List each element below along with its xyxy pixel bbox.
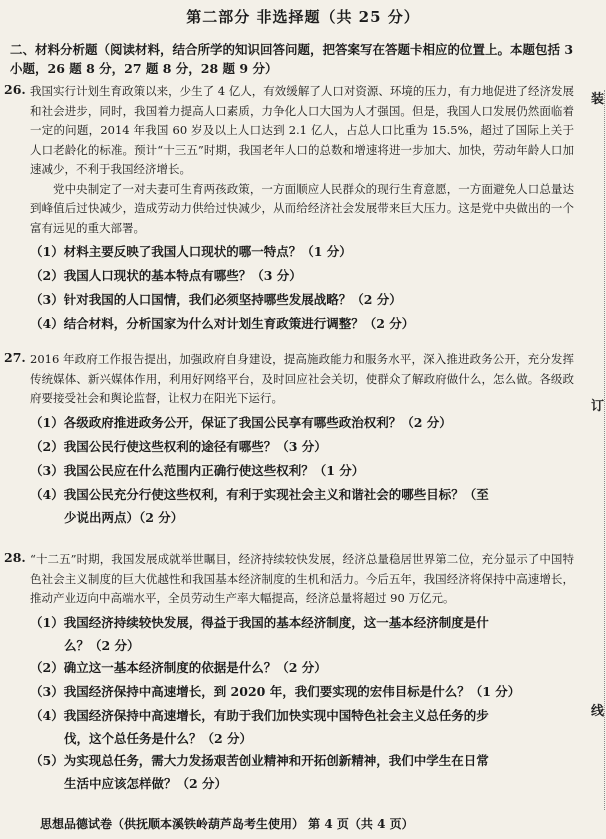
question-27 [4,350,574,528]
question-number: 26. [4,82,26,97]
sub-question-line: （1）我国经济持续较快发展，得益于我国的基本经济制度，这一基本经济制度是什 [30,614,489,630]
sub-question: （2）确立这一基本经济制度的依据是什么？（2 分） [30,659,327,675]
page-footer: 思想品德试卷（供抚顺本溪铁岭葫芦岛考生使用） 第 4 页（共 4 页） [40,817,414,831]
question-28 [4,550,574,794]
page-title: 第二部分 非选择题（共 25 分） [186,8,420,26]
binding-mark-top: 装 [590,92,604,107]
sub-question [30,611,574,656]
binding-mark-bottom: 线 [590,704,604,719]
material-paragraph: “十二五”时期，我国发展成就举世瞩目，经济持续较快发展，经济总量稳居世界第二位，充分显示了中国特色社会主义制度的巨大优越性和我国基本经济制度的生机和活力。今后五年，我国经济将保持中高速增长，推动产业迈向中高端水平，全员劳动生产率大幅提高，经济总量将超过 90 万亿元。 [30,552,574,605]
sub-question-continuation: 么？（2 分） [64,637,140,653]
sub-question: （3）我国公民应在什么范围内正确行使这些权利？（1 分） [30,462,365,478]
material-paragraph: 2016 年政府工作报告提出，加强政府自身建设，提高施政能力和服务水平，深入推进政务公开，充分发挥传统媒体、新兴媒体作用，利用好网络平台，及时回应社会关切，使群众了解政府做什么，怎么做。各级政府要接受社会和舆论监督，让权力在阳光下运行。 [30,352,574,405]
material-paragraph: 我国实行计划生育政策以来，少生了 4 亿人，有效缓解了人口对资源、环境的压力，有力地促进了经济发展和社会进步，同时，我国着力提高人口素质，力争化人口大国为人才强国。但是，我国人口发展仍然面临着一定的问题，2014 年我国 60 岁及以上人口达到 2.1 亿人，占总人口比重为 15.5%，超过了国际上关于人口老龄化的标准。预计“十三五”时期，我国老年人口的总数和增速将进一步加大、加快，劳动年龄人口加速减少，不利于我国经济增长。 [30,84,574,176]
material-paragraph: 党中央制定了一对夫妻可生育两孩政策，一方面顺应人民群众的现行生育意愿，一方面避免人口总量达到峰值后过快减少，造成劳动力供给过快减少，从而给经济社会发展带来巨大压力。这是党中央做出的一个富有远见的重大部署。 [30,181,574,235]
sub-question [30,704,574,749]
sub-question: （2）我国人口现状的基本特点有哪些？（3 分） [30,268,302,283]
sub-question [30,749,574,794]
sub-question-continuation: 少说出两点）（2 分） [64,509,184,525]
question-number: 27. [4,350,26,365]
sub-question: （3）我国经济保持中高速增长，到 2020 年，我们要实现的宏伟目标是什么？（1 分） [30,683,521,699]
question-number: 28. [4,550,26,565]
binding-mark-middle: 订 [590,399,604,414]
sub-question-continuation: 伐，这个总任务是什么？（2 分） [64,730,253,746]
sub-question [30,483,574,528]
question-26 [4,82,574,336]
sub-question-line: （4）我国经济保持中高速增长，有助于我们加快实现中国特色社会主义总任务的步 [30,707,489,723]
sub-question: （2）我国公民行使这些权利的途径有哪些？（3 分） [30,438,327,454]
sub-question: （1）材料主要反映了我国人口现状的哪一特点？（1 分） [30,244,352,259]
sub-question-continuation: 生活中应该怎样做？（2 分） [64,775,228,791]
sub-question: （4）结合材料，分析国家为什么对计划生育政策进行调整？（2 分） [30,316,415,331]
section-heading: 二、材料分析题（阅读材料，结合所学的知识回答问题，把答案写在答题卡相应的位置上。本题包括 3 小题，26 题 8 分，27 题 8 分，28 题 9 分） [10,42,574,76]
sub-question: （3）针对我国的人口国情，我们必须坚持哪些发展战略？（2 分） [30,292,402,307]
sub-question-line: （5）为实现总任务，需大力发扬艰苦创业精神和开拓创新精神，我们中学生在日常 [30,752,489,768]
sub-question: （1）各级政府推进政务公开，保证了我国公民享有哪些政治权利？（2 分） [30,414,452,430]
sub-question-line: （4）我国公民充分行使这些权利，有利于实现社会主义和谐社会的哪些目标？（至 [30,486,489,502]
